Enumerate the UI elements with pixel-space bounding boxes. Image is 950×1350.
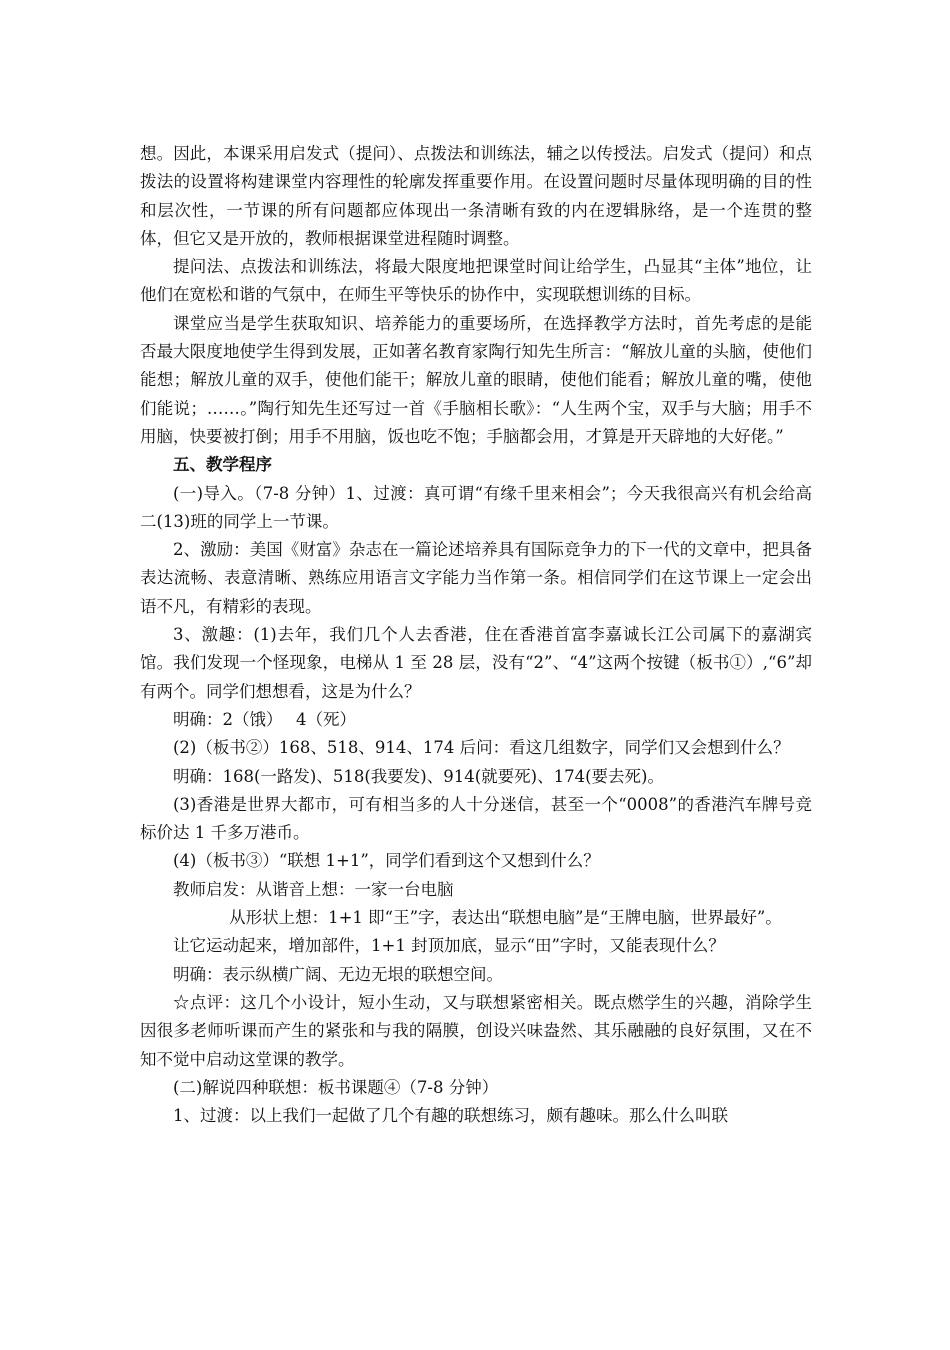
paragraph: (一)导入。（7-8 分钟）1、过渡：真可谓“有缘千里来相会”；今天我很高兴有机会给高二(13)班的同学上一节课。 (140, 483, 812, 531)
paragraph: (2)（板书②）168、518、914、174 后问：看这几组数字，同学们又会想到什么？ (173, 738, 790, 758)
paragraph: (二)解说四种联想：板书课题④（7-8 分钟） (173, 1077, 499, 1097)
paragraph: 教师启发：从谐音上想：一家一台电脑 (173, 879, 454, 899)
paragraph: ☆点评：这几个小设计，短小生动，又与联想紧密相关。既点燃学生的兴趣，消除学生因很多老师听课而产生的紧张和与我的隔膜，创设兴味盎然、其乐融融的良好氛围，又在不知不觉中启动这堂课的教学。 (140, 992, 812, 1069)
section-heading: 五、教学程序 (173, 455, 272, 475)
paragraph: 明确：表示纵横广阔、无边无垠的联想空间。 (173, 964, 503, 984)
paragraph: 让它运动起来，增加部件，1+1 封顶加底，显示“田”字时，又能表现什么？ (173, 936, 725, 956)
paragraph: 1、过渡：以上我们一起做了几个有趣的联想练习，颇有趣味。那么什么叫联 (173, 1106, 728, 1126)
document-body (140, 140, 812, 1130)
paragraph: 2、激励：美国《财富》杂志在一篇论述培养具有国际竞争力的下一代的文章中，把具备表达流畅、表意清晰、熟练应用语言文字能力当作第一条。相信同学们在这节课上一定会出语不凡，有精彩的表现。 (140, 540, 812, 616)
paragraph: 课堂应当是学生获取知识、培养能力的重要场所，在选择教学方法时，首先考虑的是能否最大限度地使学生得到发展，正如著名教育家陶行知先生所言：“解放儿童的头脑，使他们能想；解放儿童的双手，使他们能干；解放儿童的眼睛，使他们能看；解放儿童的嘴，使他们能说；……。”陶行知先生还写过一首《手脑相长歌》：“人生两个宝，双手与大脑；用手不用脑，快要被打倒；用手不用脑，饭也吃不饱；手脑都会用，才算是开天辟地的大好佬。” (140, 313, 812, 446)
paragraph: 明确：2（饿） 4（死） (173, 709, 356, 729)
paragraph: 明确：168(一路发)、518(我要发)、914(就要死)、174(要去死)。 (173, 766, 664, 786)
paragraph: 3、激趣：(1)去年，我们几个人去香港，住在香港首富李嘉诚长江公司属下的嘉湖宾馆。我们发现一个怪现象，电梯从 1 至 28 层，没有“2”、“4”这两个按键（板书①）,“6”却有两个。同学们想想看，这是为什么？ (140, 625, 812, 701)
paragraph: 提问法、点拨法和训练法，将最大限度地把课堂时间让给学生，凸显其“主体”地位，让他们在宽松和谐的气氛中，在师生平等快乐的协作中，实现联想训练的目标。 (140, 257, 812, 305)
paragraph: 想。因此，本课采用启发式（提问）、点拨法和训练法，辅之以传授法。启发式（提问）和点拨法的设置将构建课堂内容理性的轮廓发挥重要作用。在设置问题时尽量体现明确的目的性和层次性，一节课的所有问题都应体现出一条清晰有致的内在逻辑脉络，是一个连贯的整体，但它又是开放的，教师根据课堂进程随时调整。 (140, 144, 812, 248)
paragraph: (4)（板书③）“联想 1+1”，同学们看到这个又想到什么？ (173, 851, 600, 871)
paragraph: 从形状上想：1+1 即“王”字，表达出“联想电脑”是“王牌电脑，世界最好”。 (229, 908, 782, 928)
paragraph: (3)香港是世界大都市，可有相当多的人十分迷信，甚至一个“0008”的香港汽车牌号竞标价达 1 千多万港币。 (140, 794, 812, 843)
